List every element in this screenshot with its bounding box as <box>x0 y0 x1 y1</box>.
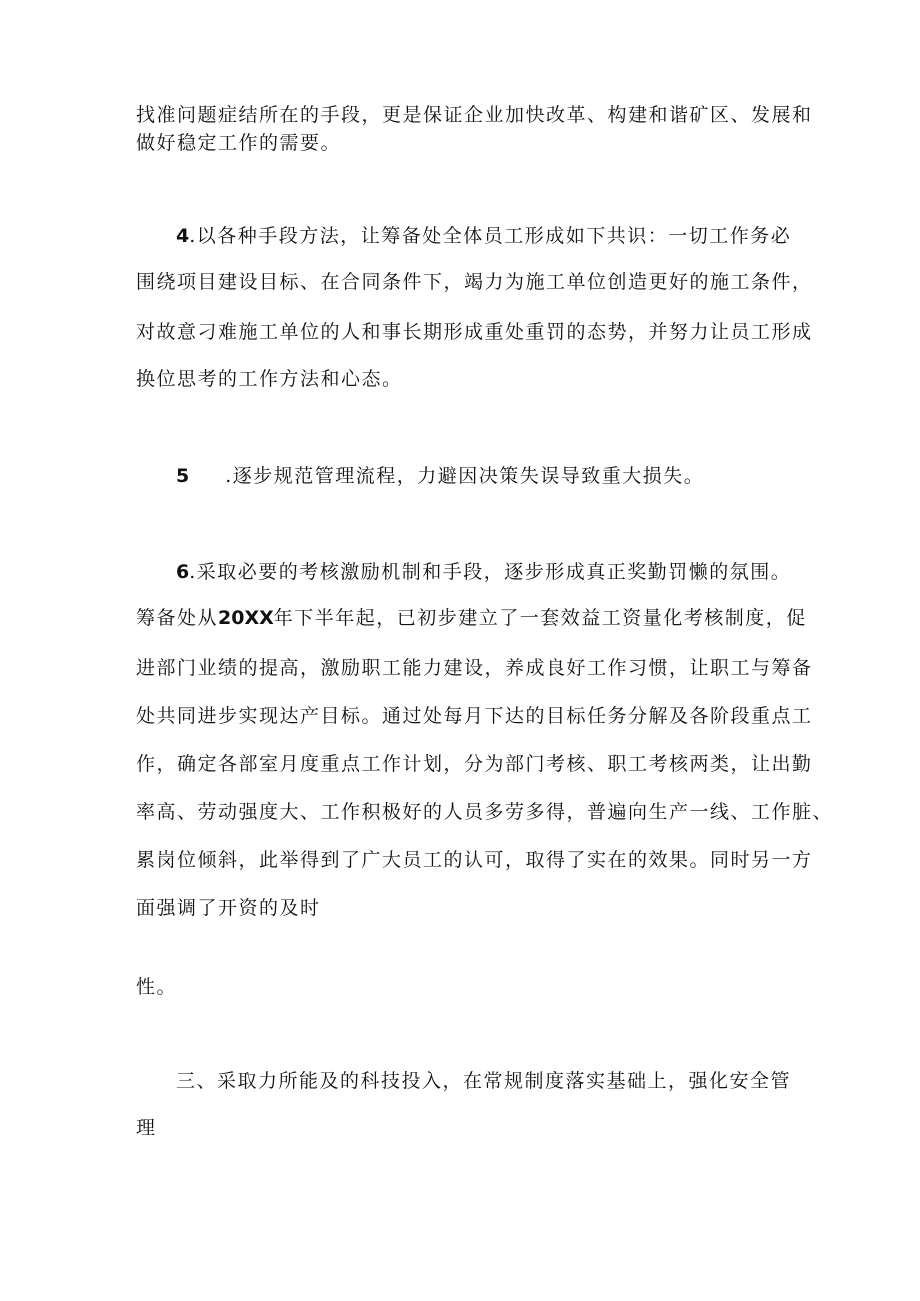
item5-number: 5 <box>176 465 190 487</box>
item6-line-7: 累岗位倾斜，此举得到了广大员工的认可，取得了实在的效果。同时另一方 <box>136 849 813 871</box>
item4-text-1: .以各种手段方法，让筹备处全体员工形成如下共识：一切工作务必 <box>189 225 792 247</box>
section3-heading-line-1: 三、采取力所能及的科技投入，在常规制度落实基础上，强化安全管 <box>176 1070 792 1092</box>
intro-line-2: 做好稳定工作的需要。 <box>136 132 342 154</box>
intro-line-1: 找准问题症结所在的手段，更是保证企业加快改革、构建和谐矿区、发展和 <box>136 104 813 126</box>
item6-line-2 <box>136 606 807 630</box>
item5-text: .逐步规范管理流程，力避因决策失误导致重大损失。 <box>225 465 705 487</box>
item4-line-3: 对故意刁难施工单位的人和事长期形成重处重罚的态势，并努力让员工形成 <box>136 321 813 343</box>
item6-line-9: 性。 <box>136 976 178 998</box>
item6-line-2-post: 年下半年起，已初步建立了一套效益工资量化考核制度，促 <box>273 607 807 629</box>
item6-line-5: 作，确定各部室月度重点工作计划，分为部门考核、职工考核两类，让出勤 <box>136 753 813 775</box>
item6-number: 6 <box>176 561 190 583</box>
item6-line-1 <box>176 560 796 584</box>
item6-text-1: .采取必要的考核激励机制和手段，逐步形成真正奖勤罚懒的氛围。 <box>189 561 792 583</box>
item5-line <box>176 464 796 488</box>
item4-line-1 <box>176 224 796 248</box>
item6-line-8: 面强调了开资的及时 <box>136 897 321 919</box>
item6-line-2-pre: 筹备处从 <box>136 607 219 629</box>
item6-line-4: 处共同进步实现达产目标。通过处每月下达的目标任务分解及各阶段重点工 <box>136 705 813 727</box>
item4-line-2: 围绕项目建设目标、在合同条件下，竭力为施工单位创造更好的施工条件， <box>136 271 813 293</box>
item6-line-3: 进部门业绩的提高，激励职工能力建设，养成良好工作习惯，让职工与筹备 <box>136 657 813 679</box>
item6-line-6: 率高、劳动强度大、工作积极好的人员多劳多得，普遍向生产一线、工作脏、 <box>136 801 834 823</box>
section3-heading-line-2: 理 <box>136 1117 157 1139</box>
item6-year: 20XX <box>218 607 274 629</box>
item4-line-4: 换位思考的工作方法和心态。 <box>136 368 403 390</box>
item4-number: 4 <box>176 225 190 247</box>
